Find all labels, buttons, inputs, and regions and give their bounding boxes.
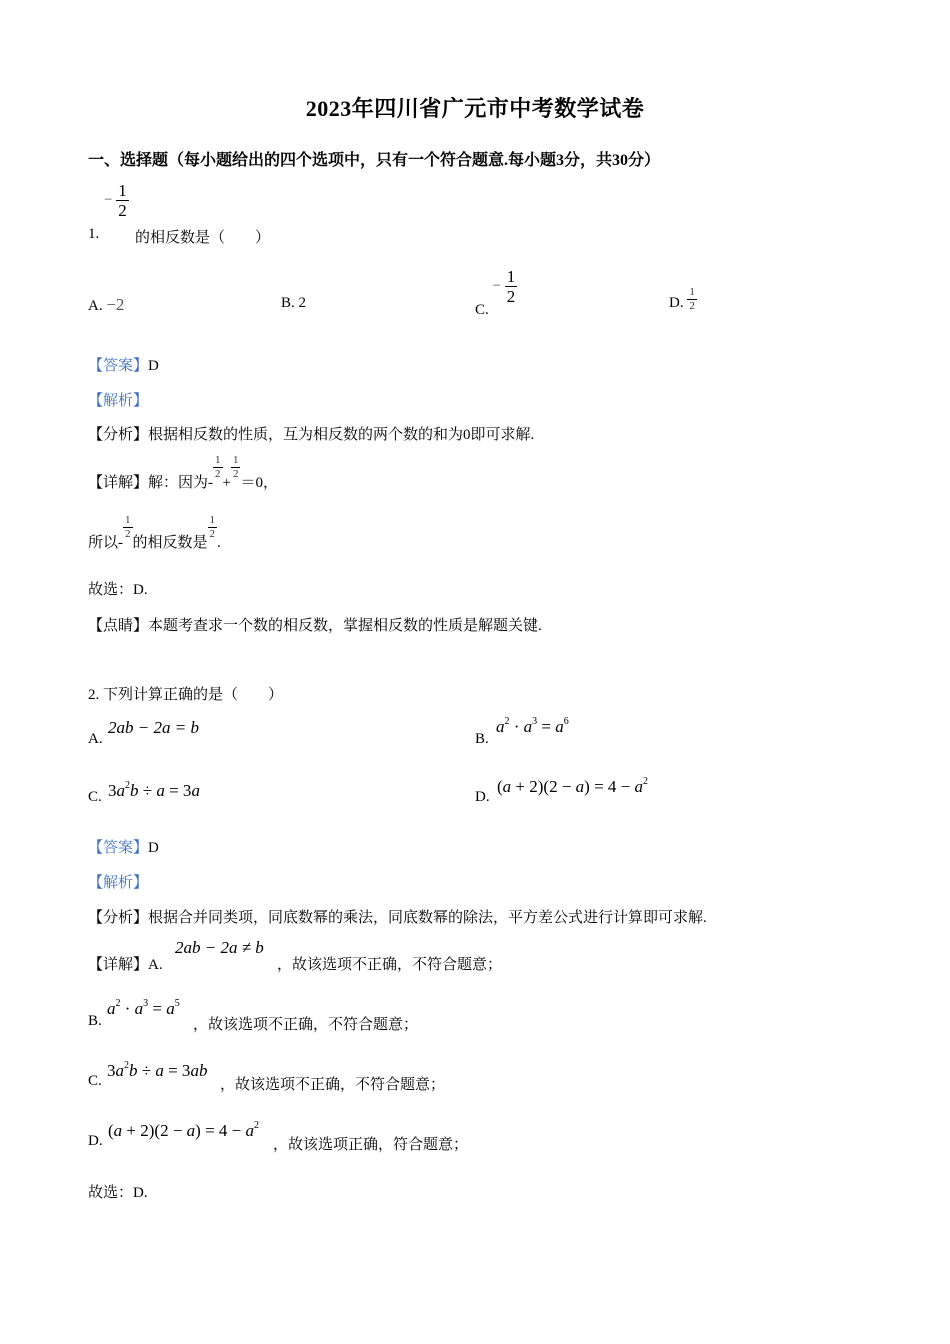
fenxi-tag: 【分析】 (88, 427, 149, 443)
dianjing-text: 本题考查求一个数的相反数，掌握相反数的性质是解题关键. (148, 618, 542, 634)
fenxi-tag: 【分析】 (88, 910, 149, 926)
q1-xiangjie (88, 454, 278, 491)
answer-tag: 【答案】 (88, 358, 149, 374)
q1-fenxi (88, 423, 534, 444)
suoyi-end: . (217, 535, 221, 551)
q1-option-a (88, 295, 124, 315)
q2-detail-d-math: $(a + 2)(2 - a) = 4 - a^2$ (108, 1120, 260, 1140)
denominator: 2 (689, 300, 695, 312)
xiangjie-text: 解：因为- (148, 475, 214, 491)
q2-option-c-math: $3a^2b \div a = 3a$ (108, 780, 200, 800)
q2-option-d-label: D. (475, 789, 490, 805)
numerator: 1 (506, 267, 516, 286)
option-math: −2 (106, 295, 125, 314)
xiangjie-result: ＝0， (240, 475, 278, 491)
q2-detail-a-comment: ，故该选项不正确，不符合题意； (277, 957, 503, 973)
q2-detail-a-math: 2ab − 2a ≠ b (175, 938, 264, 957)
numerator: 1 (215, 454, 221, 467)
numerator: 1 (232, 454, 239, 467)
denominator: 2 (232, 468, 239, 481)
q2-detail-a-label (88, 953, 163, 974)
q2-option-a-label: A. (88, 731, 103, 747)
q2-detail-c-comment: ，故该选项不正确，不符合题意； (220, 1077, 446, 1093)
q2-option-d-math: $(a + 2)(2 - a) = 4 - a^2$ (497, 776, 649, 796)
fraction (505, 268, 518, 305)
q1-option-c (475, 267, 517, 318)
option-label: C. (475, 301, 489, 318)
denominator: 2 (215, 468, 221, 481)
q2-guxuan: 故选：D. (88, 1185, 148, 1201)
fraction (687, 287, 697, 312)
q1-suoyi (88, 514, 221, 551)
fraction (208, 515, 218, 540)
q1-guxuan: 故选：D. (88, 582, 148, 598)
fenxi-text: 根据合并同类项，同底数幂的乘法，同底数幂的除法，平方差公式进行计算即可求解. (148, 910, 707, 926)
answer-value: D (148, 358, 159, 374)
q1-option-b: B. 2 (281, 295, 307, 311)
q1-stem-text: 的相反数是（ ） (135, 230, 271, 246)
dianjing-tag: 【点睛】 (88, 618, 149, 634)
q2-option-a-math: 2ab − 2a = b (108, 718, 199, 737)
option-label: A. (88, 298, 103, 314)
section-heading: 一、选择题（每小题给出的四个选项中，只有一个符合题意.每小题3分，共30分） (88, 152, 661, 169)
fraction (213, 455, 223, 480)
fraction (116, 182, 129, 219)
q1-dianjing (88, 614, 542, 635)
minus-sign: − (104, 191, 113, 208)
denominator: 2 (125, 528, 131, 541)
q2-analysis-tag: 【解析】 (88, 875, 149, 891)
minus-sign: − (492, 277, 501, 294)
q1-option-d (669, 287, 697, 312)
q2-detail-b-comment: ，故该选项不正确，不符合题意； (193, 1017, 419, 1033)
q1-answer (88, 354, 159, 375)
q2-detail-c-math: $3a^2b \div a = 3ab$ (107, 1060, 208, 1080)
option-label: D. (669, 294, 684, 311)
q1-stem-fraction (104, 182, 129, 219)
denominator: 2 (506, 287, 516, 306)
answer-tag: 【答案】 (88, 840, 149, 856)
q2-option-c-label: C. (88, 789, 102, 805)
q2-detail-b-math: $a^2 \cdot a^3 = a^5$ (107, 998, 180, 1018)
q2-option-b-math: $a^2 \cdot a^3 = a^6$ (496, 716, 569, 736)
suoyi-text: 所以- (88, 535, 123, 551)
answer-value: D (148, 840, 159, 856)
numerator: 1 (118, 181, 127, 200)
q2-detail-d-label: D. (88, 1133, 103, 1149)
suoyi-text: 的相反数是 (132, 535, 208, 551)
numerator: 1 (209, 514, 216, 527)
denominator: 2 (118, 201, 127, 220)
plus-sign: + (222, 475, 231, 491)
q1-number: 1. (88, 226, 100, 242)
q2-option-b-label: B. (475, 731, 489, 747)
q2-answer (88, 836, 159, 857)
q2-detail-b-label: B. (88, 1013, 102, 1029)
page-title: 2023年四川省广元市中考数学试卷 (305, 96, 645, 121)
q2-stem: 2. 下列计算正确的是（ ） (88, 687, 284, 703)
q2-fenxi (88, 906, 707, 927)
numerator: 1 (689, 286, 695, 298)
xiangjie-tag: 【详解】 (88, 475, 149, 491)
q1-analysis-tag: 【解析】 (88, 393, 149, 409)
option-label: A. (148, 957, 163, 973)
q2-detail-d-comment: ，故该选项正确，符合题意； (273, 1137, 469, 1153)
q2-detail-c-label: C. (88, 1073, 102, 1089)
denominator: 2 (209, 528, 216, 541)
xiangjie-tag: 【详解】 (88, 957, 149, 973)
fenxi-text: 根据相反数的性质，互为相反数的两个数的和为0即可求解. (148, 427, 535, 443)
fraction (123, 515, 133, 540)
numerator: 1 (125, 514, 131, 527)
